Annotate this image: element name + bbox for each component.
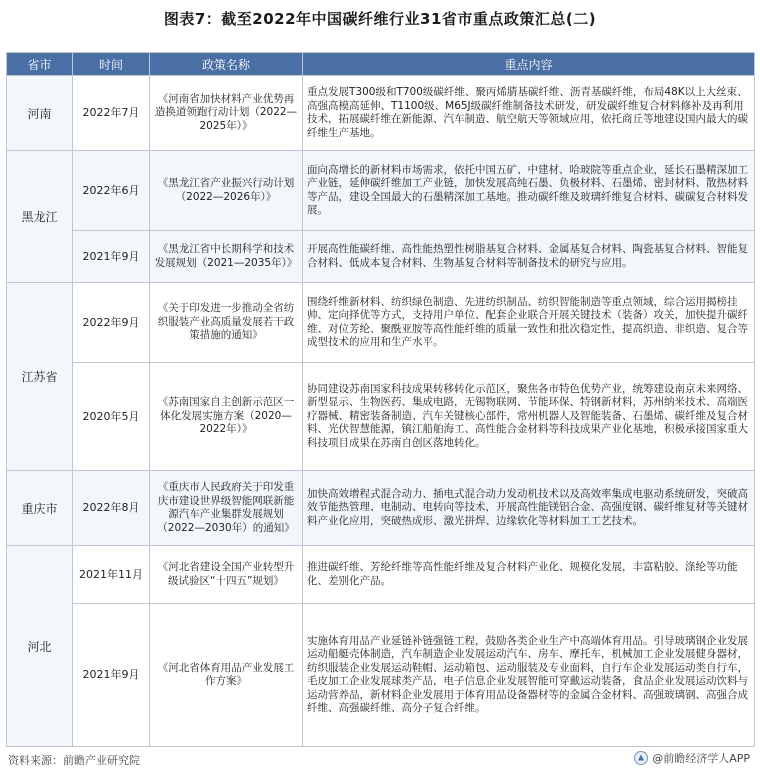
header-date: 时间 — [73, 53, 150, 76]
chart-title: 图表7：截至2022年中国碳纤维行业31省市重点政策汇总(二) — [163, 10, 597, 28]
table-row — [7, 471, 755, 546]
content-cell: 推进碳纤维、芳纶纤维等高性能纤维及复合材料产业化、规模化发展，丰富粘胶、涤纶等功能化、差别化产品。 — [303, 546, 755, 604]
content-cell: 面向高增长的新材料市场需求，依托中国五矿、中建材、哈玻院等重点企业，延长石墨精深加工产业链，延伸碳纤维加工产业链，加快发展高纯石墨、负极材料、石墨烯、密封材料、散热材料等产品，建设全国最大的石墨精深加工基地。推动碳纤维及玻璃纤维复合材料、碳碳复合材料发展。 — [303, 151, 755, 231]
policy-name-cell: 《重庆市人民政府关于印发重庆市建设世界级智能网联新能源汽车产业集群发展规划（2022—2030年）的通知》 — [150, 471, 303, 546]
policy-name-cell: 《河北省建设全国产业转型升级试验区“十四五”规划》 — [150, 546, 303, 604]
date-cell: 2022年8月 — [73, 471, 150, 546]
policy-name-cell: 《河北省体育用品产业发展工作方案》 — [150, 604, 303, 747]
table-row — [7, 151, 755, 231]
policy-name-cell: 《关于印发进一步推动全省纺织服装产业高质量发展若干政策措施的通知》 — [150, 283, 303, 363]
date-cell: 2020年5月 — [73, 363, 150, 471]
table-header-row — [7, 53, 755, 76]
table-row — [7, 231, 755, 283]
date-cell: 2021年9月 — [73, 231, 150, 283]
policy-name-cell: 《黑龙江省产业振兴行动计划（2022—2026年）》 — [150, 151, 303, 231]
province-cell-henan: 河南 — [7, 76, 73, 151]
province-cell-heilongjiang: 黑龙江 — [7, 151, 73, 283]
content-cell: 开展高性能碳纤维、高性能热塑性树脂基复合材料、金属基复合材料、陶瓷基复合材料、智能复合材料、低成本复合材料、生物基复合材料等制备技术的研究与应用。 — [303, 231, 755, 283]
policy-name-cell: 《苏南国家自主创新示范区一体化发展实施方案（2020—2022年）》 — [150, 363, 303, 471]
brand-credit — [634, 750, 750, 766]
date-cell: 2022年9月 — [73, 283, 150, 363]
content-cell: 加快高效增程式混合动力、插电式混合动力发动机技术以及高效率集成电驱动系统研发，突破高效节能热管理、电制动、电转向等技术，开展高性能镁铝合金、高强度钢、碳纤维复材等关键材料产业化应用，突破热成形、激光拼焊、边缘软化等材料加工工艺技术。 — [303, 471, 755, 546]
content-cell: 实施体育用品产业延链补链强链工程，鼓励各类企业生产中高端体育用品。引导玻璃钢企业发展运动船艇壳体制造，汽车制造企业发展运动汽车、房车、摩托车，机械加工企业发展健身器材，纺织服装企业发展运动鞋帽、运动箱包、运动服装及专业面料，自行车企业发展运动类自行车，毛皮加工企业发展球类产品，电子信息企业发展智能可穿戴运动装备，食品企业发展运动饮料与运动营养品，新材料企业发展用于体育用品设备器材等的金属合金材料、高强玻璃钢、高强合成纤维、高强碳纤维、高分子复合纤维。 — [303, 604, 755, 747]
province-cell-hebei: 河北 — [7, 546, 73, 747]
date-cell: 2021年11月 — [73, 546, 150, 604]
date-cell: 2022年7月 — [73, 76, 150, 151]
policy-name-cell: 《黑龙江省中长期科学和技术发展规划（2021—2035年）》 — [150, 231, 303, 283]
header-province: 省市 — [7, 53, 73, 76]
date-cell: 2021年9月 — [73, 604, 150, 747]
content-cell: 重点发展T300级和T700级碳纤维、聚丙烯腈基碳纤维、沥青基碳纤维，布局48K以上大丝束、高强高模高延伸、T1100级、M65J级碳纤维制备技术研发，研发碳纤维复合材料修补及再利用技术，拓展碳纤维在新能源、汽车制造、航空航天等领域应用，依托商丘等地建设国内最大的碳纤维生产基地。 — [303, 76, 755, 151]
header-policy-name: 政策名称 — [150, 53, 303, 76]
policy-table — [6, 52, 755, 747]
source-note: 资料来源：前瞻产业研究院 — [8, 754, 140, 767]
content-cell: 协同建设苏南国家科技成果转移转化示范区，聚焦各市特色优势产业，统筹建设南京未来网络、新型显示、生物医药、集成电路，无锡物联网、节能环保、特钢新材料，苏州纳米技术、高端医疗器械、精密装备制造、汽车关键核心部件，常州机器人及智能装备、石墨烯、碳纤维及复合材料、光伏智慧能源，镇江船舶海工、高性能合金材料等科技成果产业化基地，积极承接国家重大科技项目成果在苏南自创区落地转化。 — [303, 363, 755, 471]
brand-text: @前瞻经济学人APP — [652, 752, 750, 765]
table-row — [7, 604, 755, 747]
province-cell-jiangsu: 江苏省 — [7, 283, 73, 471]
table-row — [7, 76, 755, 151]
table-row — [7, 363, 755, 471]
brand-logo-icon — [634, 751, 648, 765]
content-cell: 围绕纤维新材料、纺织绿色制造、先进纺织制品、纺织智能制造等重点领域，综合运用揭榜挂帅、定向择优等方式，支持用户单位、配套企业联合开展关键技术（装备）攻关，加快提升碳纤维、对位芳纶、聚酰亚胺等高性能纤维的质量一致性和批次稳定性，提高织造、非织造、复合等成型技术的应用和生产水平。 — [303, 283, 755, 363]
table-row — [7, 283, 755, 363]
date-cell: 2022年6月 — [73, 151, 150, 231]
table-row — [7, 546, 755, 604]
header-content: 重点内容 — [303, 53, 755, 76]
policy-name-cell: 《河南省加快材料产业优势再造换道领跑行动计划（2022—2025年）》 — [150, 76, 303, 151]
province-cell-chongqing: 重庆市 — [7, 471, 73, 546]
